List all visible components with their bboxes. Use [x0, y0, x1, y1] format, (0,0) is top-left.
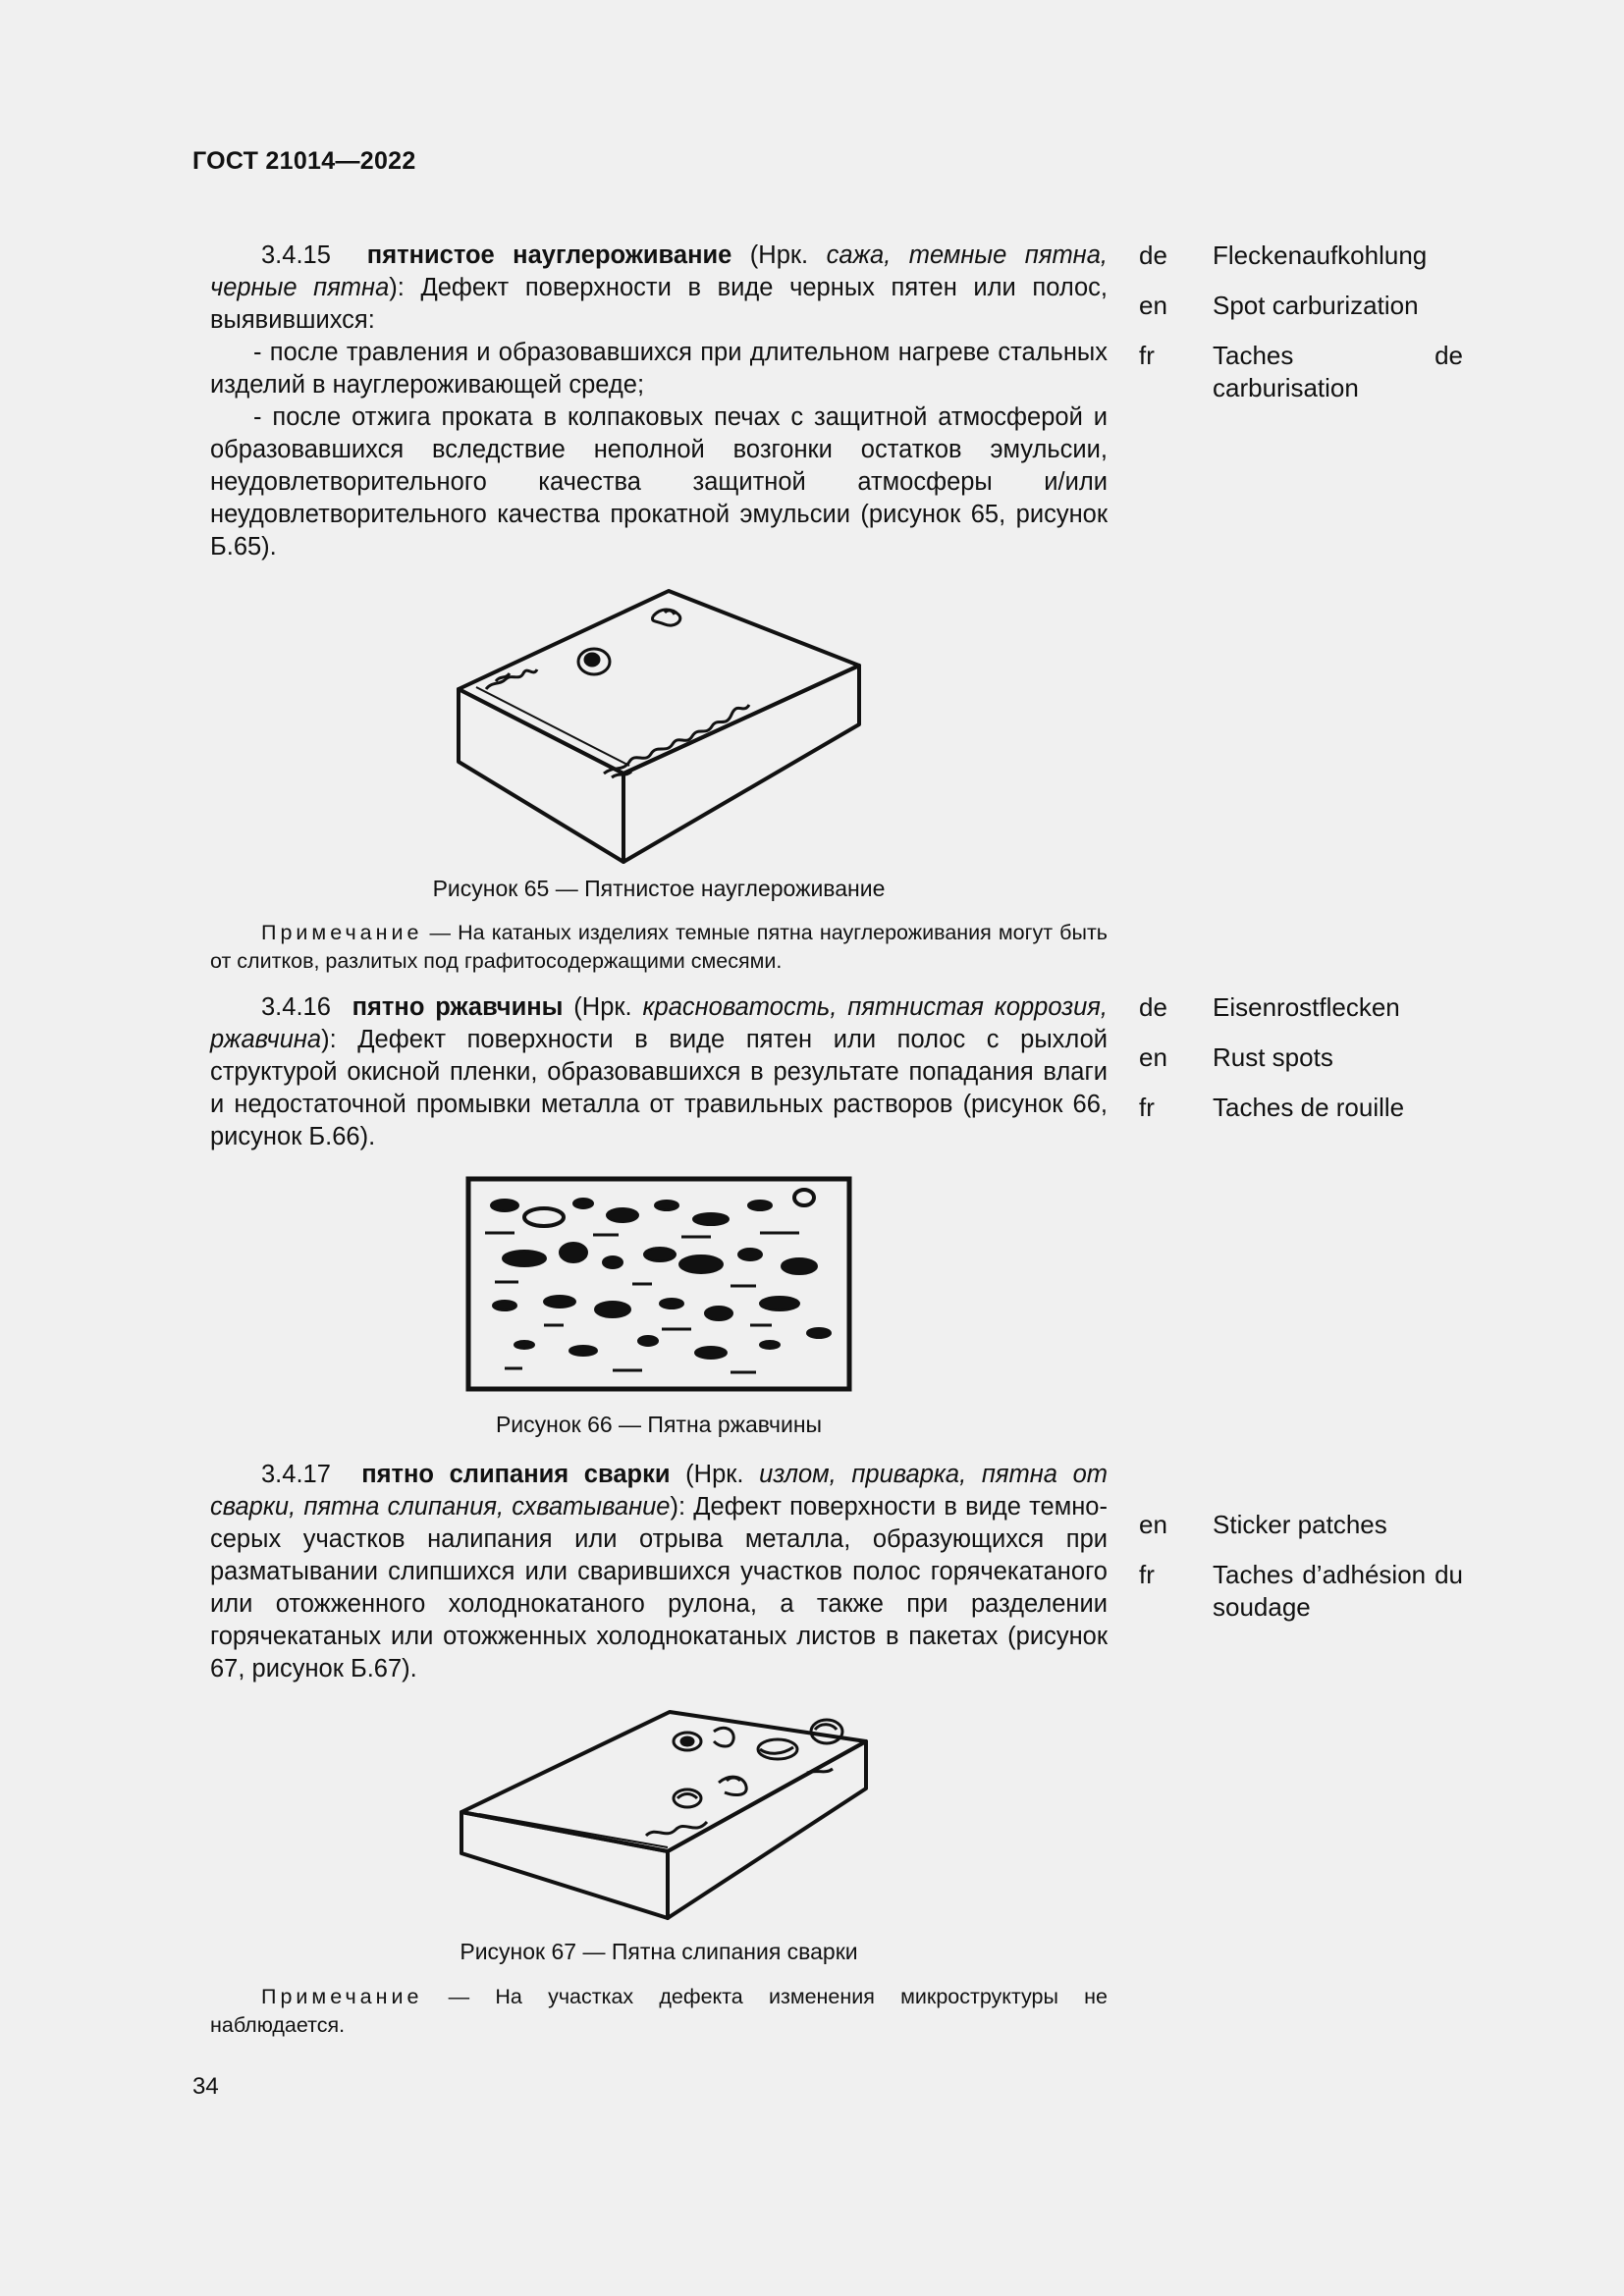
lang-term: Taches d’adhésion du soudage: [1213, 1560, 1463, 1622]
figure-67-caption: Рисунок 67 — Пятна слипания сварки: [460, 1939, 858, 1964]
figure-65-caption: Рисунок 65 — Пятнистое науглероживание: [432, 876, 886, 901]
lang-term: Eisenrostflecken: [1213, 992, 1400, 1022]
note-3-4-15: [210, 919, 1108, 976]
term-3-4-15: [210, 240, 1108, 563]
note-label: Примечание: [261, 921, 423, 944]
note-text: — На участках дефекта изменения микроструктуры не наблюдается.: [210, 1985, 1108, 2037]
term-definition: ): Дефект поверхности в виде черных пятен или полос, выявившихся:: [210, 274, 1108, 334]
term-number: 3.4.17: [261, 1461, 331, 1488]
definition-item: - после отжига проката в колпаковых печах с защитной атмосферой и образовавшихся вследствие неполной возгонки остатков эмульсии, неудовлетворительного качества защитной атмосферы и/или неудовлетворительного качества прокатной эмульсии (рисунок 65, рисунок Б.65).: [210, 403, 1108, 561]
lang-code: en: [1139, 291, 1167, 320]
term-title: пятно ржавчины: [352, 993, 564, 1021]
figure-66-caption: Рисунок 66 — Пятна ржавчины: [495, 1412, 823, 1437]
lang-code: de: [1139, 240, 1167, 270]
definition-item: - после травления и образовавшихся при длительном нагреве стальных изделий в науглероживающей среде;: [210, 339, 1108, 399]
figure-65-drawing: [447, 579, 889, 864]
document-header: ГОСТ 21014—2022: [192, 147, 416, 175]
term-3-4-17: [210, 1459, 1108, 1685]
term-prefix: (Нрк.: [670, 1461, 760, 1488]
figure-67-drawing: [454, 1704, 874, 1922]
term-title: пятно слипания сварки: [361, 1461, 671, 1488]
term-prefix: (Нрк.: [563, 993, 643, 1021]
term-number: 3.4.16: [261, 993, 331, 1021]
term-prefix: (Нрк.: [731, 241, 827, 269]
lang-code: en: [1139, 1042, 1167, 1072]
term-definition: ): Дефект поверхности в виде пятен или полос с рыхлой структурой окисной пленки, образовавшихся в результате попадания влаги и недостаточной промывки металла от травильных растворов (рисунок 66, рисунок Б.66).: [210, 1026, 1108, 1150]
term-synonyms: излом, приварка, пятна от сварки, пятна слипания, схватывание: [210, 1461, 1109, 1521]
translations-3-4-16: [1139, 991, 1463, 1142]
term-synonyms: красноватость, пятнистая коррозия, ржавчина: [210, 993, 1108, 1053]
lang-term: Taches de rouille: [1213, 1093, 1405, 1122]
lang-term: Sticker patches: [1213, 1510, 1387, 1539]
term-title: пятнистое науглероживание: [366, 241, 732, 269]
lang-code: fr: [1139, 1093, 1155, 1122]
figure-66-drawing: [465, 1176, 852, 1392]
term-number: 3.4.15: [261, 241, 331, 269]
note-text: — На катаных изделиях темные пятна науглероживания могут быть от слитков, разлитых под графитосодержащими смесями.: [210, 921, 1108, 973]
term-definition: ): Дефект поверхности в виде темно-серых участков налипания или отрыва металла, образующихся при разматывании слипшихся или сварившихся участков полос горячекатаного или отожженного холоднокатаного рулона, а также при разделении горячекатаных или отожженных холоднокатаных листов в пакетах (рисунок 67, рисунок Б.67).: [210, 1493, 1108, 1682]
lang-code: en: [1139, 1510, 1167, 1539]
lang-term: Rust spots: [1213, 1042, 1333, 1072]
lang-term: Spot carburization: [1213, 291, 1419, 320]
translations-3-4-15: [1139, 240, 1463, 422]
lang-code: fr: [1139, 341, 1155, 370]
lang-term: Taches de carburisation: [1213, 341, 1463, 402]
lang-code: de: [1139, 992, 1167, 1022]
term-3-4-16: [210, 991, 1108, 1153]
note-label: Примечание: [261, 1985, 423, 2008]
note-3-4-17: [210, 1983, 1108, 2040]
translations-3-4-17: [1139, 1509, 1463, 1641]
lang-term: Fleckenaufkohlung: [1213, 240, 1428, 270]
page-number: 34: [192, 2073, 219, 2100]
term-synonyms: сажа, темные пятна, черные пятна: [210, 241, 1108, 301]
lang-code: fr: [1139, 1560, 1155, 1589]
